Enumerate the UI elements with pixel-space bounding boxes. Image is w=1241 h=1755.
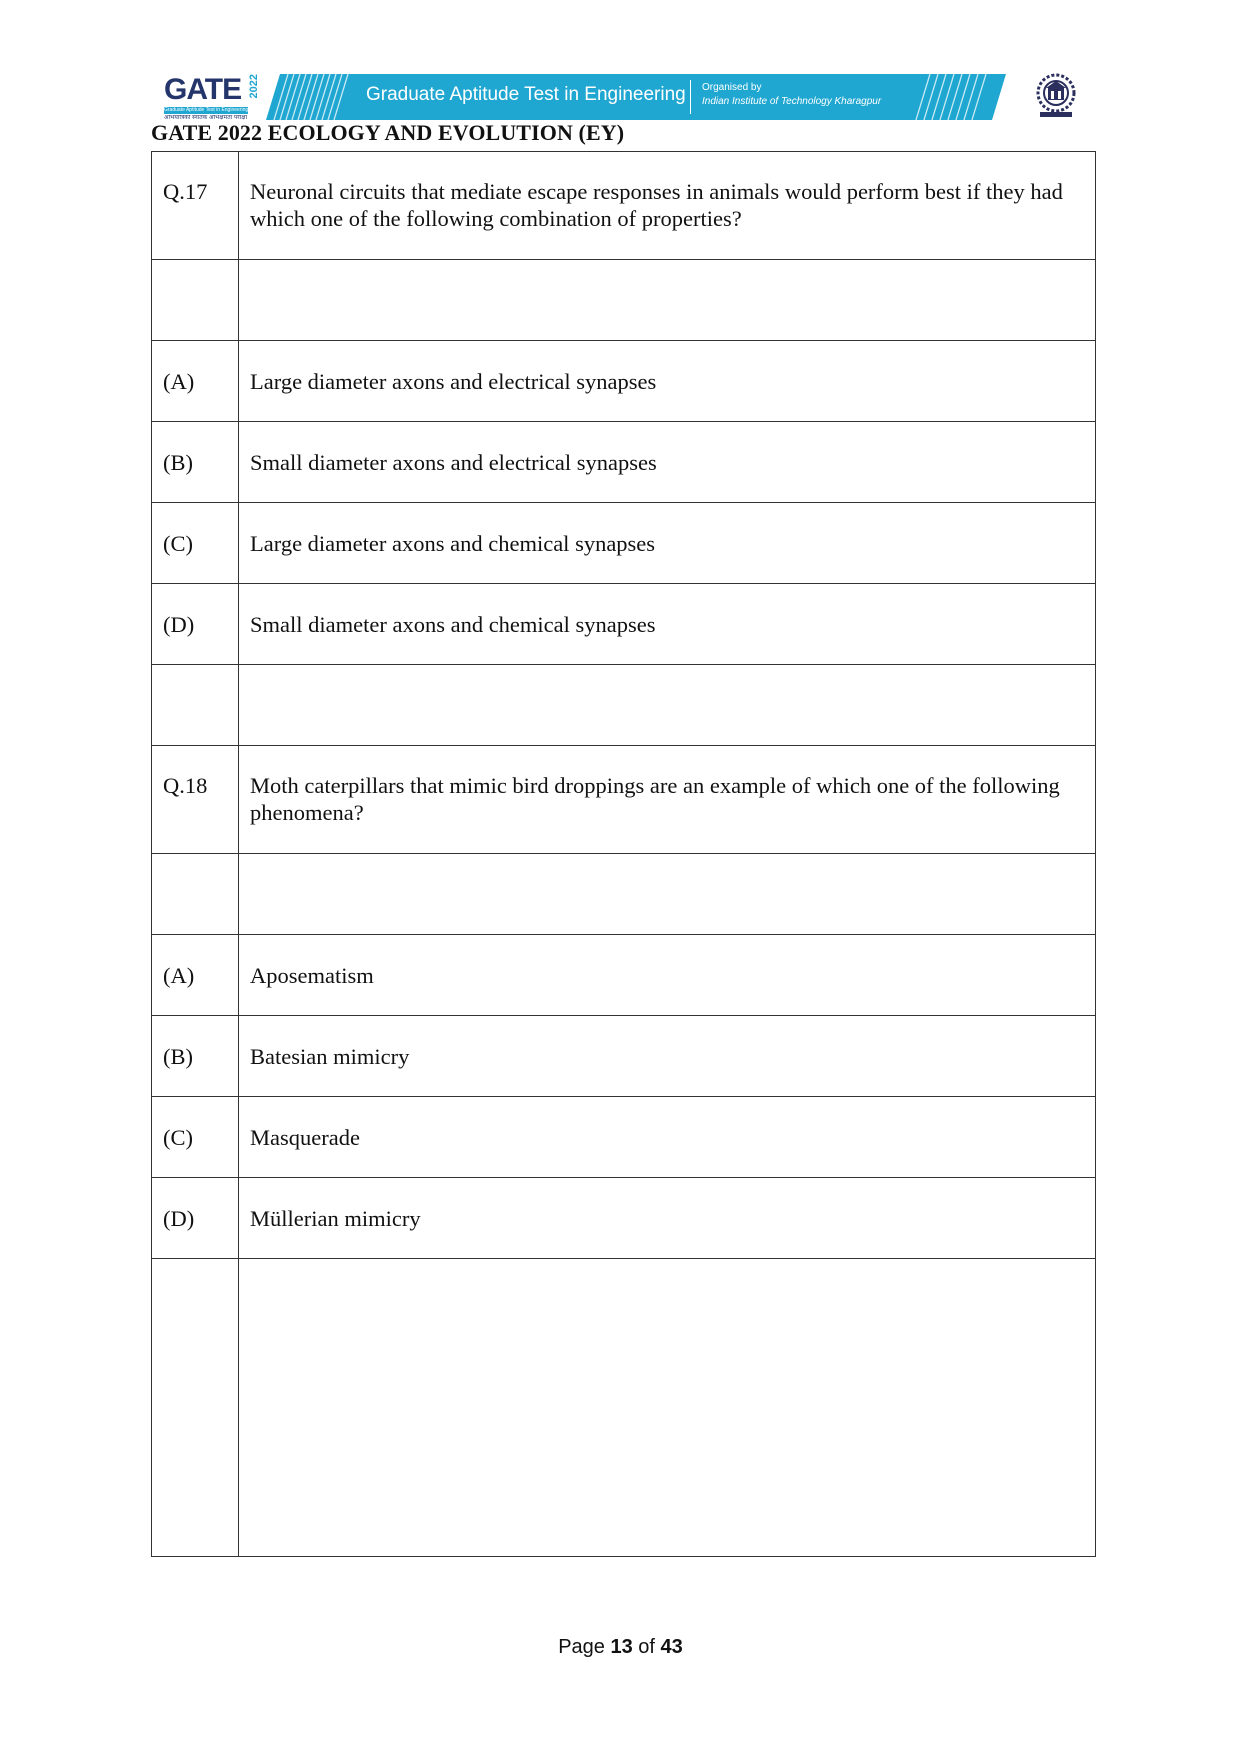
question-table bbox=[151, 151, 1096, 1557]
spacer-row bbox=[152, 854, 1096, 935]
gate-logo-strip: Graduate Aptitude Test in Engineering bbox=[164, 107, 248, 113]
option-label: (D) bbox=[152, 1178, 239, 1259]
option-row bbox=[152, 935, 1096, 1016]
option-label: (A) bbox=[152, 341, 239, 422]
question-number: Q.18 bbox=[152, 746, 239, 854]
question-text: Moth caterpillars that mimic bird droppings are an example of which one of the following phenomena? bbox=[239, 746, 1096, 854]
organiser-name: Indian Institute of Technology Kharagpur bbox=[702, 96, 882, 107]
question-text: Neuronal circuits that mediate escape responses in animals would perform best if they had which one of the following combination of properties? bbox=[239, 152, 1096, 260]
question-row-q17 bbox=[152, 152, 1096, 260]
option-row bbox=[152, 1097, 1096, 1178]
option-row bbox=[152, 422, 1096, 503]
spacer-row bbox=[152, 665, 1096, 746]
option-row bbox=[152, 1016, 1096, 1097]
option-text: Aposematism bbox=[239, 935, 1096, 1016]
option-row bbox=[152, 341, 1096, 422]
page-footer bbox=[0, 1636, 1241, 1659]
option-text: Large diameter axons and chemical synapses bbox=[239, 503, 1096, 584]
gate-logo-hindi: अभियांत्रिकी स्नातक अभिक्षमता परीक्षा bbox=[164, 115, 248, 121]
option-row bbox=[152, 584, 1096, 665]
option-text: Small diameter axons and electrical synapses bbox=[239, 422, 1096, 503]
header-band bbox=[266, 74, 1006, 120]
page-total: 43 bbox=[660, 1636, 683, 1658]
blank-row bbox=[152, 1259, 1096, 1557]
header-banner bbox=[160, 70, 1080, 126]
option-label: (C) bbox=[152, 1097, 239, 1178]
gate-logo bbox=[160, 70, 260, 126]
page-prefix: Page bbox=[558, 1636, 605, 1658]
question-row-q18 bbox=[152, 746, 1096, 854]
option-text: Large diameter axons and electrical synapses bbox=[239, 341, 1096, 422]
gate-logo-text: GATE bbox=[164, 73, 242, 106]
option-label: (D) bbox=[152, 584, 239, 665]
option-text: Masquerade bbox=[239, 1097, 1096, 1178]
spacer-row bbox=[152, 260, 1096, 341]
page-number: 13 bbox=[610, 1636, 633, 1658]
option-row bbox=[152, 1178, 1096, 1259]
question-number: Q.17 bbox=[152, 152, 239, 260]
option-label: (A) bbox=[152, 935, 239, 1016]
option-label: (B) bbox=[152, 1016, 239, 1097]
organised-by-label: Organised by bbox=[702, 82, 762, 93]
option-text: Batesian mimicry bbox=[239, 1016, 1096, 1097]
page-of: of bbox=[638, 1636, 655, 1658]
band-divider bbox=[690, 80, 691, 114]
band-title: Graduate Aptitude Test in Engineering bbox=[366, 84, 686, 105]
document-title: GATE 2022 ECOLOGY AND EVOLUTION (EY) bbox=[151, 120, 625, 145]
iit-kharagpur-emblem-icon bbox=[1034, 72, 1078, 120]
option-text: Müllerian mimicry bbox=[239, 1178, 1096, 1259]
option-label: (B) bbox=[152, 422, 239, 503]
option-row bbox=[152, 503, 1096, 584]
gate-logo-year: 2022 bbox=[248, 74, 260, 99]
option-label: (C) bbox=[152, 503, 239, 584]
option-text: Small diameter axons and chemical synapses bbox=[239, 584, 1096, 665]
